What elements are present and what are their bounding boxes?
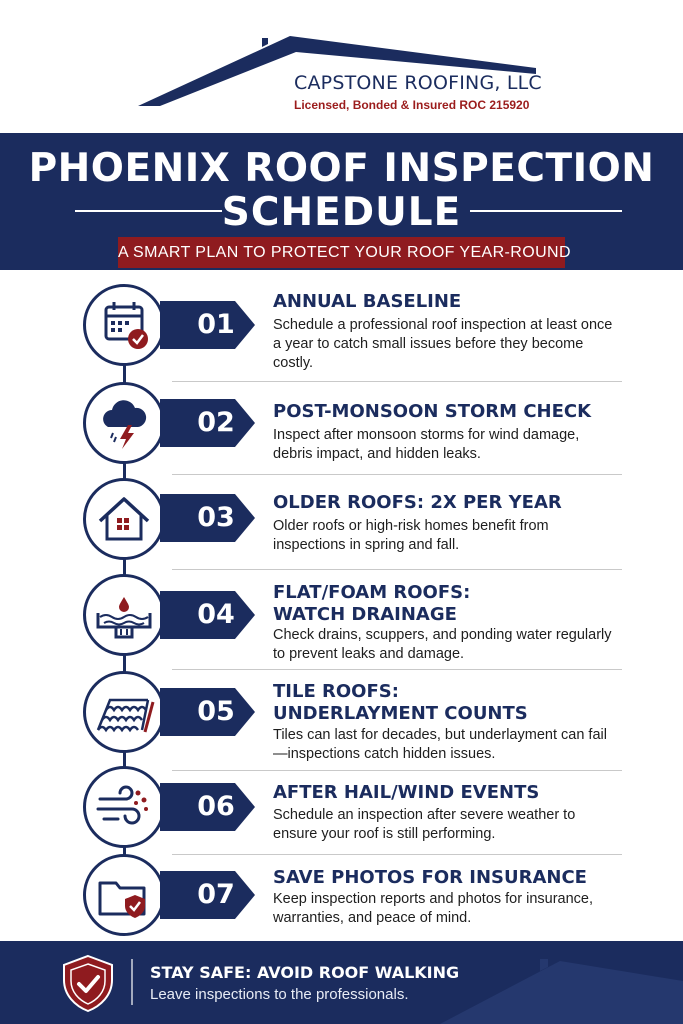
item-description: Keep inspection reports and photos for insurance, warranties, and peace of mind. <box>273 891 594 926</box>
item-separator <box>172 381 622 382</box>
item-description: Schedule a professional roof inspection at least once a year to catch small issues before they become costly. <box>273 317 613 371</box>
item-separator <box>172 770 622 771</box>
wind-hail-icon <box>83 766 165 848</box>
footer-roof-graphic <box>440 951 683 1024</box>
calendar-check-icon <box>83 284 165 366</box>
title-rule-left <box>75 210 222 212</box>
storm-cloud-icon <box>83 382 165 464</box>
footer-title: STAY SAFE: AVOID ROOF WALKING <box>150 963 460 982</box>
license-line: Licensed, Bonded & Insured ROC 215920 <box>294 98 530 112</box>
item-title: TILE ROOFS: UNDERLAYMENT COUNTS <box>273 681 528 724</box>
step-number: 02 <box>197 407 235 438</box>
item-title: AFTER HAIL/WIND EVENTS <box>273 782 540 803</box>
item-title: ANNUAL BASELINE <box>273 291 462 312</box>
item-description: Older roofs or high-risk homes benefit from inspections in spring and fall. <box>273 518 549 553</box>
step-number: 05 <box>197 696 235 727</box>
shield-check-icon <box>60 953 116 1013</box>
item-separator <box>172 854 622 855</box>
item-title: SAVE PHOTOS FOR INSURANCE <box>273 867 587 888</box>
house-icon <box>83 478 165 560</box>
item-description: Schedule an inspection after severe weather to ensure your roof is still performing. <box>273 807 576 842</box>
step-number: 07 <box>197 879 235 910</box>
roof-drain-icon <box>83 574 165 656</box>
step-number: 04 <box>197 599 235 630</box>
page-title-line-2: SCHEDULE <box>221 190 462 235</box>
footer-subtitle: Leave inspections to the professionals. <box>150 986 409 1003</box>
footer-divider <box>131 959 133 1005</box>
footer-banner <box>0 941 683 1024</box>
item-separator <box>172 474 622 475</box>
roof-logo-icon <box>0 0 683 133</box>
page-title-line-1: PHOENIX ROOF INSPECTION <box>28 146 655 191</box>
item-title: OLDER ROOFS: 2X PER YEAR <box>273 492 562 513</box>
step-number: 01 <box>197 309 235 340</box>
item-title: FLAT/FOAM ROOFS: WATCH DRAINAGE <box>273 582 471 625</box>
item-description: Check drains, scuppers, and ponding water regularly to prevent leaks and damage. <box>273 627 612 662</box>
item-title: POST-MONSOON STORM CHECK <box>273 401 592 422</box>
item-description: Tiles can last for decades, but underlayment can fail—inspections catch hidden issues. <box>273 727 607 762</box>
item-separator <box>172 669 622 670</box>
step-number: 03 <box>197 502 235 533</box>
title-rule-right <box>470 210 622 212</box>
subtitle-badge: A SMART PLAN TO PROTECT YOUR ROOF YEAR-ROUND <box>118 237 565 268</box>
company-name: CAPSTONE ROOFING, LLC <box>294 72 542 94</box>
header <box>0 0 683 133</box>
item-separator <box>172 569 622 570</box>
folder-shield-icon <box>83 854 165 936</box>
step-number: 06 <box>197 791 235 822</box>
item-description: Inspect after monsoon storms for wind damage, debris impact, and hidden leaks. <box>273 427 580 462</box>
roof-tiles-icon <box>83 671 165 753</box>
